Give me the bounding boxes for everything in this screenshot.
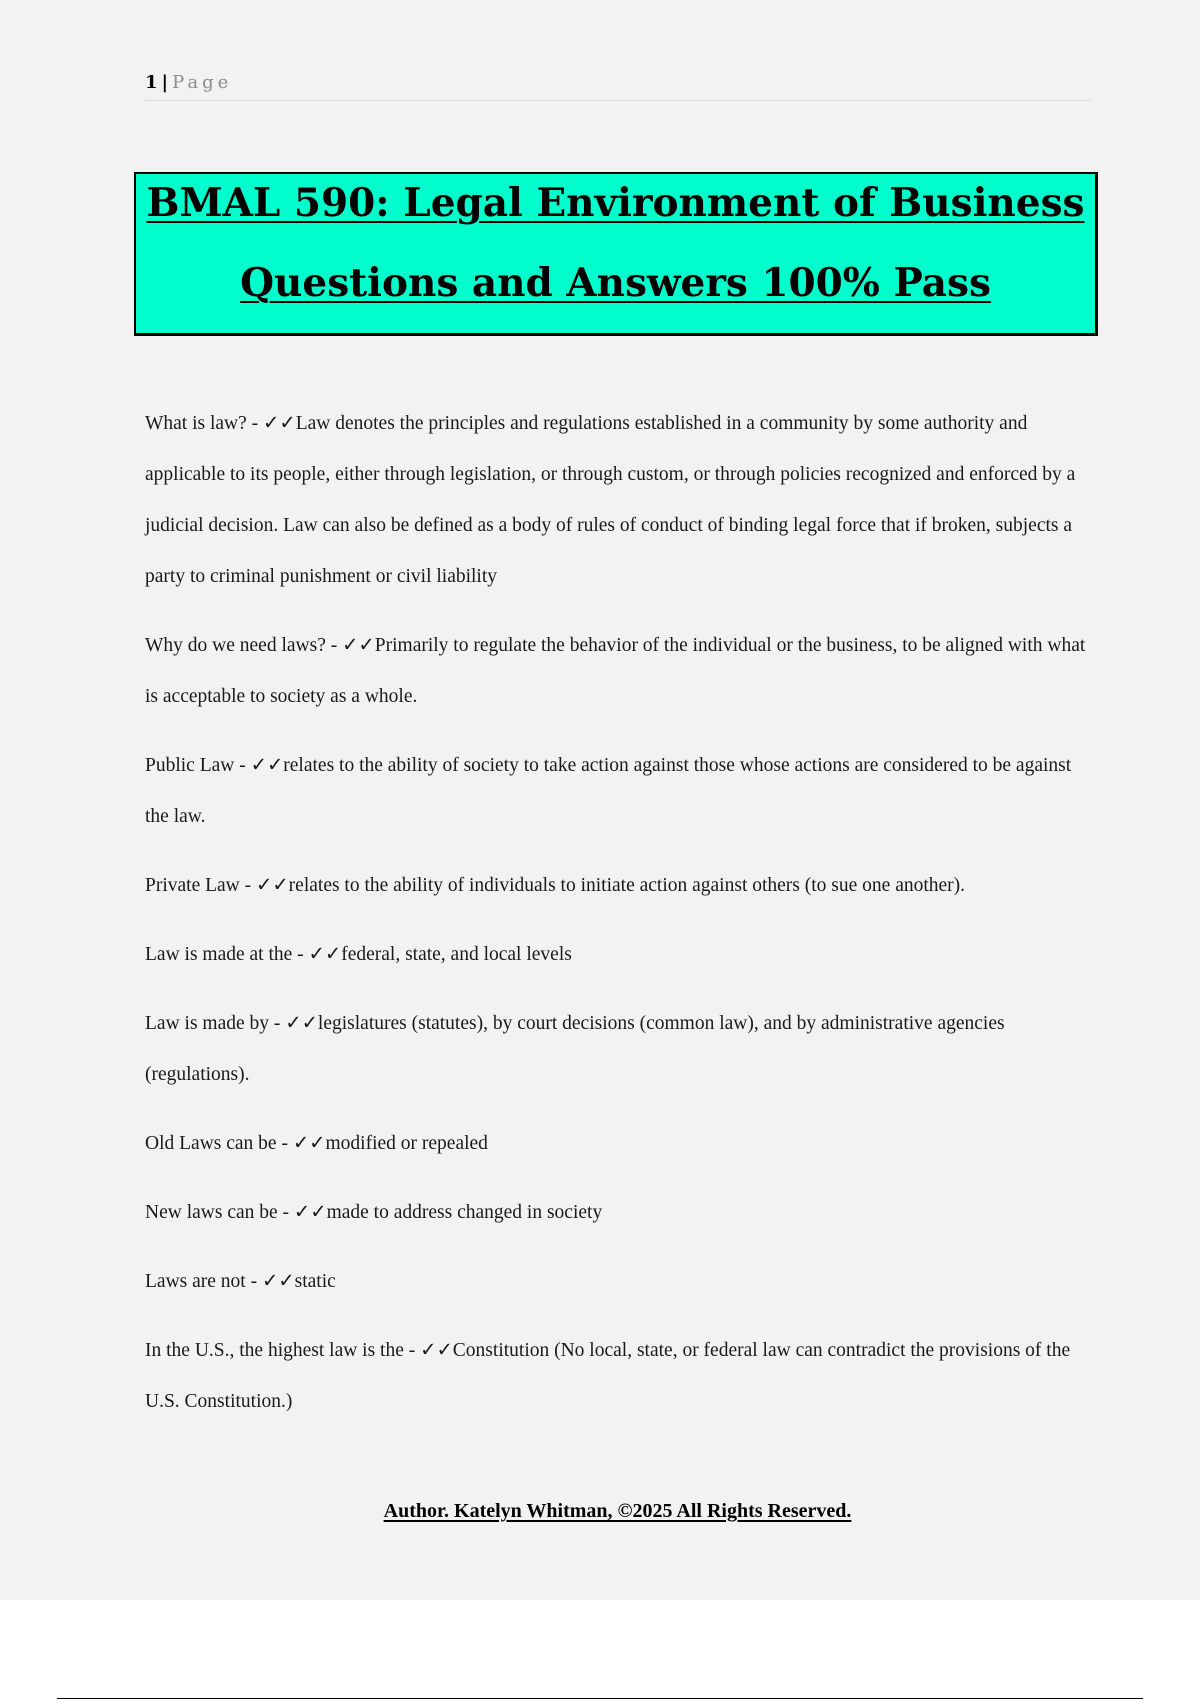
qa-item: In the U.S., the highest law is the - ✓✓Constitution (No local, state, or federal law can contradict the provisions of the U.S. Constitution.) — [145, 1340, 1071, 1412]
title-banner — [134, 172, 1098, 336]
qa-item: Private Law - ✓✓relates to the ability of individuals to initiate action against others (to sue one another). — [145, 875, 966, 896]
qa-item: New laws can be - ✓✓made to address changed in society — [145, 1202, 603, 1223]
qa-item: Public Law - ✓✓relates to the ability of society to take action against those whose actions are considered to be against the law. — [145, 755, 1072, 827]
qa-item: Laws are not - ✓✓static — [145, 1271, 336, 1292]
title-line-1: BMAL 590: Legal Environment of Business — [146, 180, 1085, 226]
page-label: Page — [172, 72, 233, 93]
author-line: Author. Katelyn Whitman, ©2025 All Rights Reserved. — [383, 1500, 852, 1522]
title-line-2: Questions and Answers 100% Pass — [240, 260, 991, 306]
qa-item: Why do we need laws? - ✓✓Primarily to regulate the behavior of the individual or the business, to be aligned with what is acceptable to society as a whole. — [145, 635, 1086, 707]
qa-list — [145, 398, 1091, 1445]
page-number: 1 — [145, 72, 158, 93]
author-footer — [0, 1500, 1200, 1523]
page-header — [145, 72, 1091, 101]
qa-item: Law is made at the - ✓✓federal, state, and local levels — [145, 944, 572, 965]
bottom-divider — [57, 1698, 1143, 1699]
qa-item: What is law? - ✓✓Law denotes the principles and regulations established in a community by some authority and applicable to its people, either through legislation, or through custom, or through policies recognized and enforced by a judicial decision. Law can also be defined as a body of rules of conduct of binding legal force that if broken, subjects a party to criminal punishment or civil liability — [145, 413, 1076, 587]
qa-item: Old Laws can be - ✓✓modified or repealed — [145, 1133, 488, 1154]
page-separator: | — [161, 72, 169, 93]
qa-item: Law is made by - ✓✓legislatures (statutes), by court decisions (common law), and by administrative agencies (regulations). — [145, 1013, 1005, 1085]
